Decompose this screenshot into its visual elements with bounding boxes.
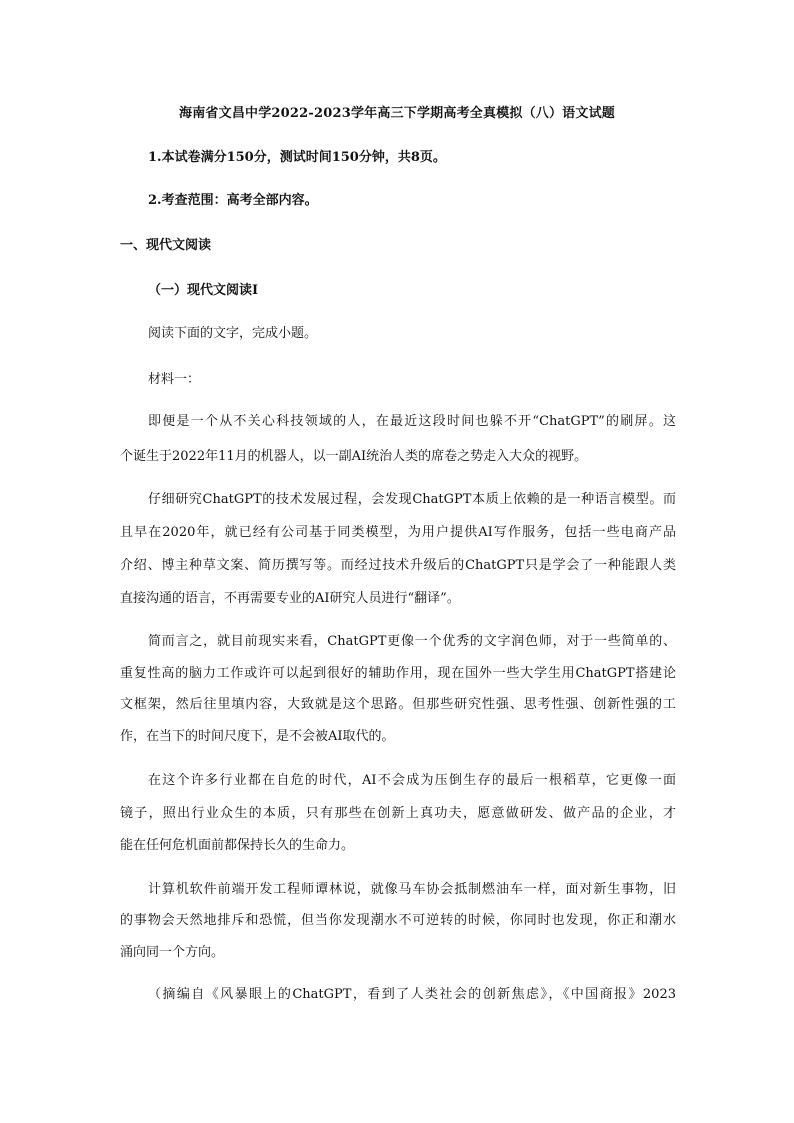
- source-citation: （摘编自《风暴眼上的ChatGPT，看到了人类社会的创新焦虑》，《中国商报》2023: [148, 987, 676, 1002]
- reading-instruction: 阅读下面的文字，完成小题。: [148, 326, 318, 341]
- paragraph-5-line-3: 涌向同一个方向。: [120, 945, 225, 960]
- paragraph-1-line-1: 即便是一个从不关心科技领域的人，在最近这段时间也躲不开“ChatGPT”的刷屏。这: [148, 414, 676, 429]
- paragraph-3-line-2: 重复性高的脑力工作或许可以起到很好的辅助作用，现在国外一些大学生用ChatGPT搭建论: [120, 666, 676, 681]
- paragraph-2-line-4: 直接沟通的语言，不再需要专业的AI研究人员进行“翻译”。: [120, 591, 460, 606]
- paragraph-2-line-3: 介绍、博主种草文案、简历撰写等。而经过技术升级后的ChatGPT只是学会了一种能跟人类: [120, 558, 676, 573]
- material-label: 材料一：: [148, 372, 201, 387]
- paragraph-5-line-1: 计算机软件前端开发工程师谭林说，就像马车协会抵制燃油车一样，面对新生事物，旧: [148, 882, 676, 897]
- exam-note-2: 2.考查范围：高考全部内容。: [148, 193, 318, 208]
- paragraph-5-line-2: 的事物会天然地排斥和恐慌，但当你发现潮水不可逆转的时候，你同时也发现，你正和潮水: [120, 913, 676, 928]
- paragraph-2-line-2: 且早在2020年，就已经有公司基于同类模型，为用户提供AI写作服务，包括一些电商产品: [120, 525, 676, 540]
- paragraph-1-line-2: 个诞生于2022年11月的机器人，以一副AI统治人类的席卷之势走入大众的视野。: [120, 449, 588, 464]
- paragraph-4-line-1: 在这个许多行业都在自危的时代，AI不会成为压倒生存的最后一根稻草，它更像一面: [148, 773, 676, 788]
- paragraph-3-line-4: 作，在当下的时间尺度下，是不会被AI取代的。: [120, 729, 395, 744]
- document-title: 海南省文昌中学2022-2023学年高三下学期高考全真模拟（八）语文试题: [179, 106, 615, 121]
- section-heading: 一、现代文阅读: [120, 238, 212, 253]
- paragraph-3-line-1: 简而言之，就目前现实来看，ChatGPT更像一个优秀的文字润色师，对于一些简单的、: [148, 634, 676, 649]
- paragraph-2-line-1: 仔细研究ChatGPT的技术发展过程，会发现ChatGPT本质上依赖的是一种语言模型。而: [148, 492, 676, 507]
- paragraph-4-line-3: 能在任何危机面前都保持长久的生命力。: [120, 838, 355, 853]
- paragraph-4-line-2: 镜子，照出行业众生的本质，只有那些在创新上真功夫，愿意做研发、做产品的企业，才: [120, 806, 676, 821]
- subsection-heading: （一）现代文阅读Ⅰ: [148, 283, 259, 298]
- paragraph-3-line-3: 文框架，然后往里填内容，大致就是这个思路。但那些研究性强、思考性强、创新性强的工: [120, 697, 676, 712]
- exam-note-1: 1.本试卷满分150分，测试时间150分钟，共8页。: [148, 150, 446, 165]
